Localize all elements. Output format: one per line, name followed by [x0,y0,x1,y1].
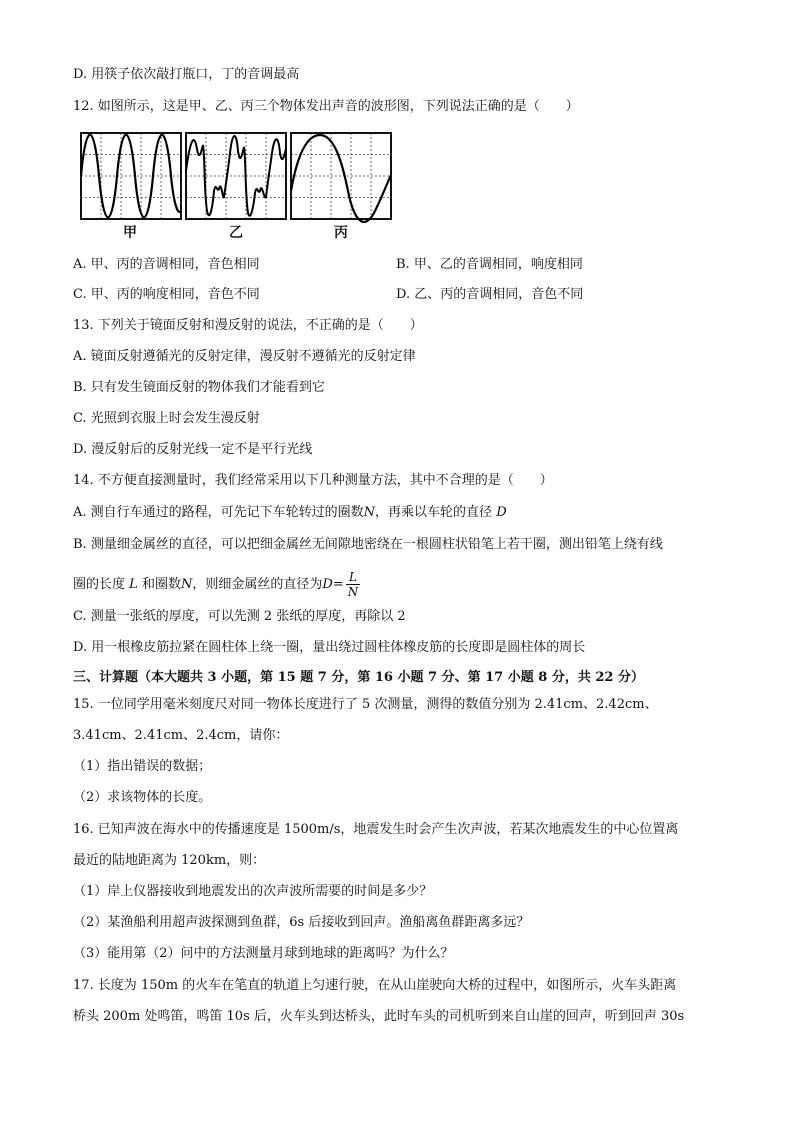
q12-option-b: B. 甲、乙的音调相同，响度相同 [396,257,583,272]
q14-option-a: A. 测自行车通过的路程，可先记下车轮转过的圈数N，再乘以车轮的直径 D [73,505,507,520]
q15-sub2: （2）求该物体的长度。 [73,790,212,805]
q12-option-c: C. 甲、丙的响度相同，音色不同 [73,287,260,302]
q11-option-d: D. 用筷子依次敲打瓶口，丁的音调最高 [73,67,300,82]
q13-option-d: D. 漫反射后的反射光线一定不是平行光线 [73,442,313,457]
q12-option-a: A. 甲、丙的音调相同，音色相同 [73,257,260,272]
q14-option-d: D. 用一根橡皮筋拉紧在圆柱体上绕一圈，量出绕过圆柱体橡皮筋的长度即是圆柱体的周长 [73,640,586,655]
fraction-l-over-n: $\frac{L}{N}$ [347,570,359,599]
q12-stem: 12. 如图所示，这是甲、乙、丙三个物体发出声音的波形图，下列说法正确的是（ ） [73,99,579,114]
q13-option-b: B. 只有发生镜面反射的物体我们才能看到它 [73,380,325,395]
wave-label-jia: 甲 [123,225,137,241]
q16-sub3: （3）能用第（2）问中的方法测量月球到地球的距离吗？为什么？ [73,946,454,961]
q17-line2: 桥头 200m 处鸣笛，鸣笛 10s 后，火车头到达桥头，此时车头的司机听到来自山崖的回声，听到回声 30s [73,1009,685,1024]
q14-stem: 14. 不方便直接测量时，我们经常采用以下几种测量方法，其中不合理的是（ ） [73,473,553,488]
q14-option-b-line2: 圈的长度 L 和圈数N，则细金属丝的直径为D= $\frac{L}{N}$ [73,570,359,599]
q12-option-d: D. 乙、丙的音调相同，音色不同 [396,287,584,302]
q17-line1: 17. 长度为 150m 的火车在笔直的轨道上匀速行驶，在从山崖驶向大桥的过程中，如图所示，火车头距离 [73,978,677,993]
q14-option-c: C. 测量一张纸的厚度，可以先测 2 张纸的厚度，再除以 2 [73,609,406,624]
wave-label-bing: 丙 [334,225,348,241]
waveform-svg [80,131,396,223]
wave-label-yi: 乙 [229,225,243,241]
q15-line1: 15. 一位同学用毫米刻度尺对同一物体长度进行了 5 次测量，测得的数值分别为 2.41cm、2.42cm、 [73,697,658,712]
q16-sub1: （1）岸上仪器接收到地震发出的次声波所需要的时间是多少？ [73,884,433,899]
waveform-figure [80,131,396,223]
wave-panel-jia [81,133,181,219]
wave-panel-yi [186,133,286,219]
q13-option-c: C. 光照到衣服上时会发生漫反射 [73,411,260,426]
q13-option-a: A. 镜面反射遵循光的反射定律，漫反射不遵循光的反射定律 [73,349,416,364]
q16-line2: 最近的陆地距离为 120km，则： [73,853,266,868]
q15-sub1: （1）指出错误的数据； [73,759,212,774]
q14-option-b-line1: B. 测量细金属丝的直径，可以把细金属丝无间隙地密绕在一根圆柱状铅笔上若干圈，测出铅笔上绕有线 [73,537,663,552]
q13-stem: 13. 下列关于镜面反射和漫反射的说法，不正确的是（ ） [73,318,423,333]
section-3-heading: 三、计算题（本大题共 3 小题，第 15 题 7 分，第 16 小题 7 分、第 17 小题 8 分，共 22 分） [73,670,644,685]
q15-line2: 3.41cm、2.41cm、2.4cm，请你： [73,728,289,743]
q16-sub2: （2）某渔船利用超声波探测到鱼群，6s 后接收到回声。渔船离鱼群距离多远？ [73,915,530,930]
q16-line1: 16. 已知声波在海水中的传播速度是 1500m/s，地震发生时会产生次声波，若某次地震发生的中心位置离 [73,822,679,837]
wave-panel-bing [291,133,391,222]
